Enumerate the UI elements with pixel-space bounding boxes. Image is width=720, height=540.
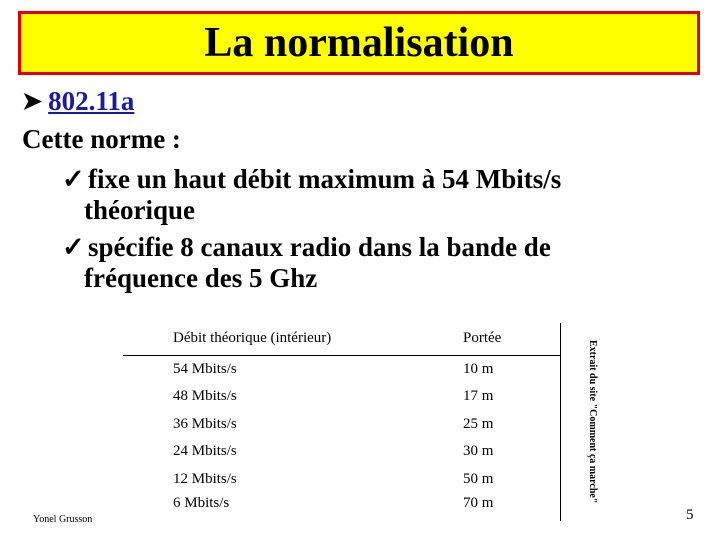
- table-row: [123, 383, 560, 411]
- source-note: Extrait du site "Comment ça marche": [587, 340, 598, 504]
- cell-range: 17 m: [463, 387, 494, 404]
- bullet-line-2: fréquence des 5 Ghz: [84, 263, 318, 293]
- intro-text: Cette norme :: [22, 124, 181, 154]
- table-row: [123, 466, 560, 494]
- bullet-line-1: fixe un haut débit maximum à 54 Mbits/s: [88, 164, 562, 194]
- cell-range: 70 m: [463, 495, 494, 512]
- table-row: [123, 355, 560, 383]
- arrow-bullet-icon: ➤: [22, 88, 43, 115]
- check-icon: ✓: [62, 164, 85, 194]
- title-banner: [18, 11, 700, 75]
- author-footer: Yonel Grusson: [33, 514, 93, 525]
- cell-rate: 54 Mbits/s: [173, 360, 237, 377]
- cell-rate: 6 Mbits/s: [173, 495, 230, 512]
- cell-range: 25 m: [463, 415, 494, 432]
- table-row: [123, 410, 560, 438]
- table-row: [123, 438, 560, 466]
- cell-range: 30 m: [463, 443, 494, 460]
- bullet-line-1: spécifie 8 canaux radio dans la bande de: [88, 232, 551, 262]
- page-number: 5: [686, 507, 694, 523]
- header-rate: Débit théorique (intérieur): [123, 323, 433, 355]
- slide-title: La normalisation: [204, 20, 514, 66]
- cell-range: 50 m: [463, 470, 494, 487]
- table-header-row: [123, 323, 560, 355]
- cell-rate: 24 Mbits/s: [173, 443, 237, 460]
- table-row: [123, 493, 560, 521]
- bullet-max-rate: [62, 164, 702, 226]
- table-right-border: [560, 323, 561, 521]
- header-range: Portée: [433, 323, 560, 355]
- check-icon: ✓: [62, 232, 85, 262]
- standard-link[interactable]: 802.11a: [48, 86, 135, 116]
- cell-rate: 12 Mbits/s: [173, 470, 237, 487]
- rate-range-table: [123, 323, 560, 521]
- section-heading: [22, 86, 134, 117]
- cell-rate: 48 Mbits/s: [173, 387, 237, 404]
- cell-rate: 36 Mbits/s: [173, 415, 237, 432]
- bullet-line-2: théorique: [84, 195, 195, 225]
- bullet-channels: [62, 232, 702, 294]
- cell-range: 10 m: [463, 360, 494, 377]
